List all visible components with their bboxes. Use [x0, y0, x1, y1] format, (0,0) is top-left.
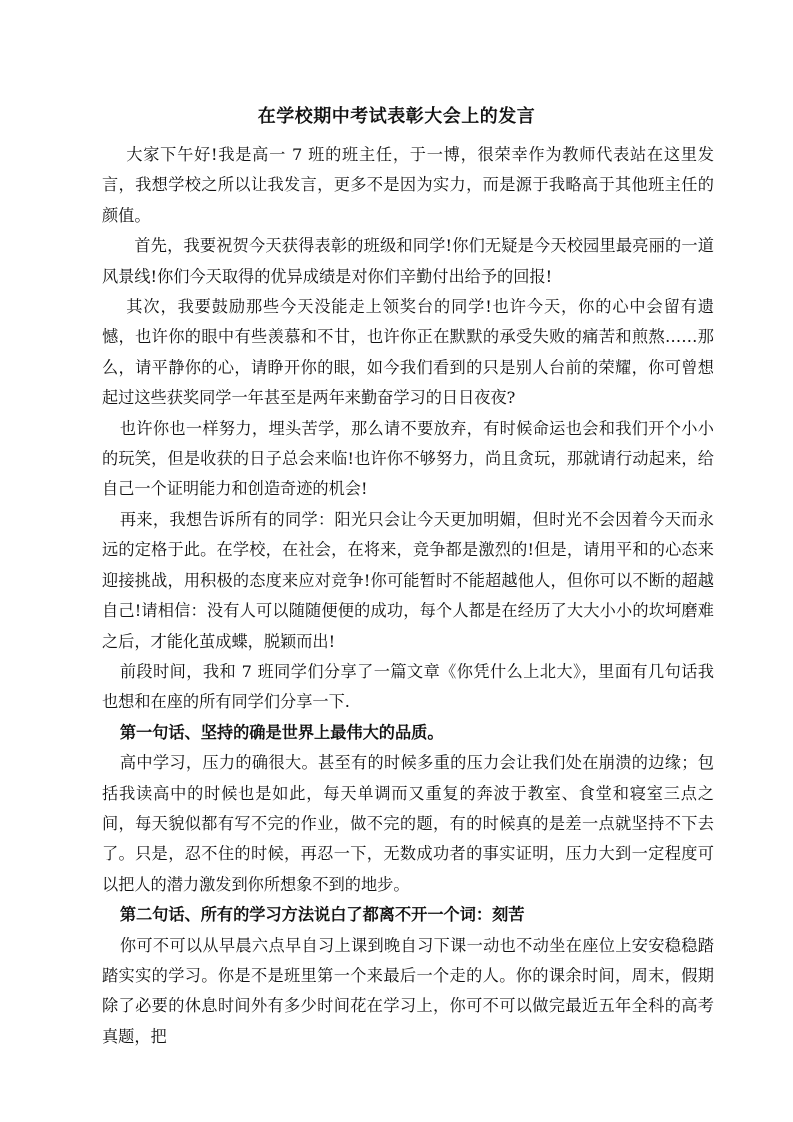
paragraph: 其次，我要鼓励那些今天没能走上领奖台的同学!也许今天，你的心中会留有遗憾，也许你的眼中有些羡慕和不甘，也许你正在默默的承受失败的痛苦和煎熬……那么，请平静你的心，请睁开你的眼，如今我们看到的只是别人台前的荣耀，你可曾想起过这些获奖同学一年甚至是两年来勤奋学习的日日夜夜?	[102, 297, 714, 408]
paragraph: 也许你也一样努力，埋头苦学，那么请不要放弃，有时候命运也会和我们开个小小的玩笑，但是收获的日子总会来临!也许你不够努力，尚且贪玩，那就请行动起来，给自己一个证明能力和创造奇迹的机会!	[102, 418, 714, 499]
section-heading: 第一句话、坚持的确是世界上最伟大的品质。	[119, 722, 444, 742]
paragraph: 大家下午好!我是高一 7 班的班主任，于一博，很荣幸作为教师代表站在这里发言，我想学校之所以让我发言，更多不是因为实力，而是源于我略高于其他班主任的颜值。	[102, 145, 714, 225]
document-title: 在学校期中考试表彰大会上的发言	[257, 106, 536, 127]
paragraph: 首先，我要祝贺今天获得表彰的班级和同学!你们无疑是今天校园里最亮丽的一道风景线!你们今天取得的优异成绩是对你们辛勤付出给予的回报!	[102, 236, 714, 286]
document-body	[102, 140, 714, 1052]
paragraph: 你可不可以从早晨六点早自习上课到晚自习下课一动也不动坐在座位上安安稳稳踏踏实实的学习。你是不是班里第一个来最后一个走的人。你的课余时间，周末，假期除了必要的休息时间外有多少时间花在学习上，你可不可以做完最近五年全科的高考真题，把	[102, 935, 714, 1046]
paragraph: 再来，我想告诉所有的同学：阳光只会让今天更加明媚，但时光不会因着今天而永远的定格于此。在学校，在社会，在将来，竞争都是激烈的!但是，请用平和的心态来迎接挑战，用积极的态度来应对竞争!你可能暂时不能超越他人，但你可以不断的超越自己!请相信：没有人可以随随便便的成功，每个人都是在经历了大大小小的坎坷磨难之后，才能化茧成蝶，脱颖而出!	[102, 509, 714, 651]
section-heading: 第二句话、所有的学习方法说白了都离不开一个词：刻苦	[119, 905, 525, 925]
paragraph: 高中学习，压力的确很大。甚至有的时候多重的压力会让我们处在崩溃的边缘；包括我读高中的时候也是如此，每天单调而又重复的奔波于教室、食堂和寝室三点之间，每天貌似都有写不完的作业，做不完的题，有的时候真的是差一点就坚持不下去了。只是，忍不住的时候，再忍一下，无数成功者的事实证明，压力大到一定程度可以把人的潜力激发到你所想象不到的地步。	[102, 753, 714, 894]
paragraph: 前段时间，我和 7 班同学们分享了一篇文章《你凭什么上北大》，里面有几句话我也想和在座的所有同学们分享一下.	[102, 661, 714, 712]
